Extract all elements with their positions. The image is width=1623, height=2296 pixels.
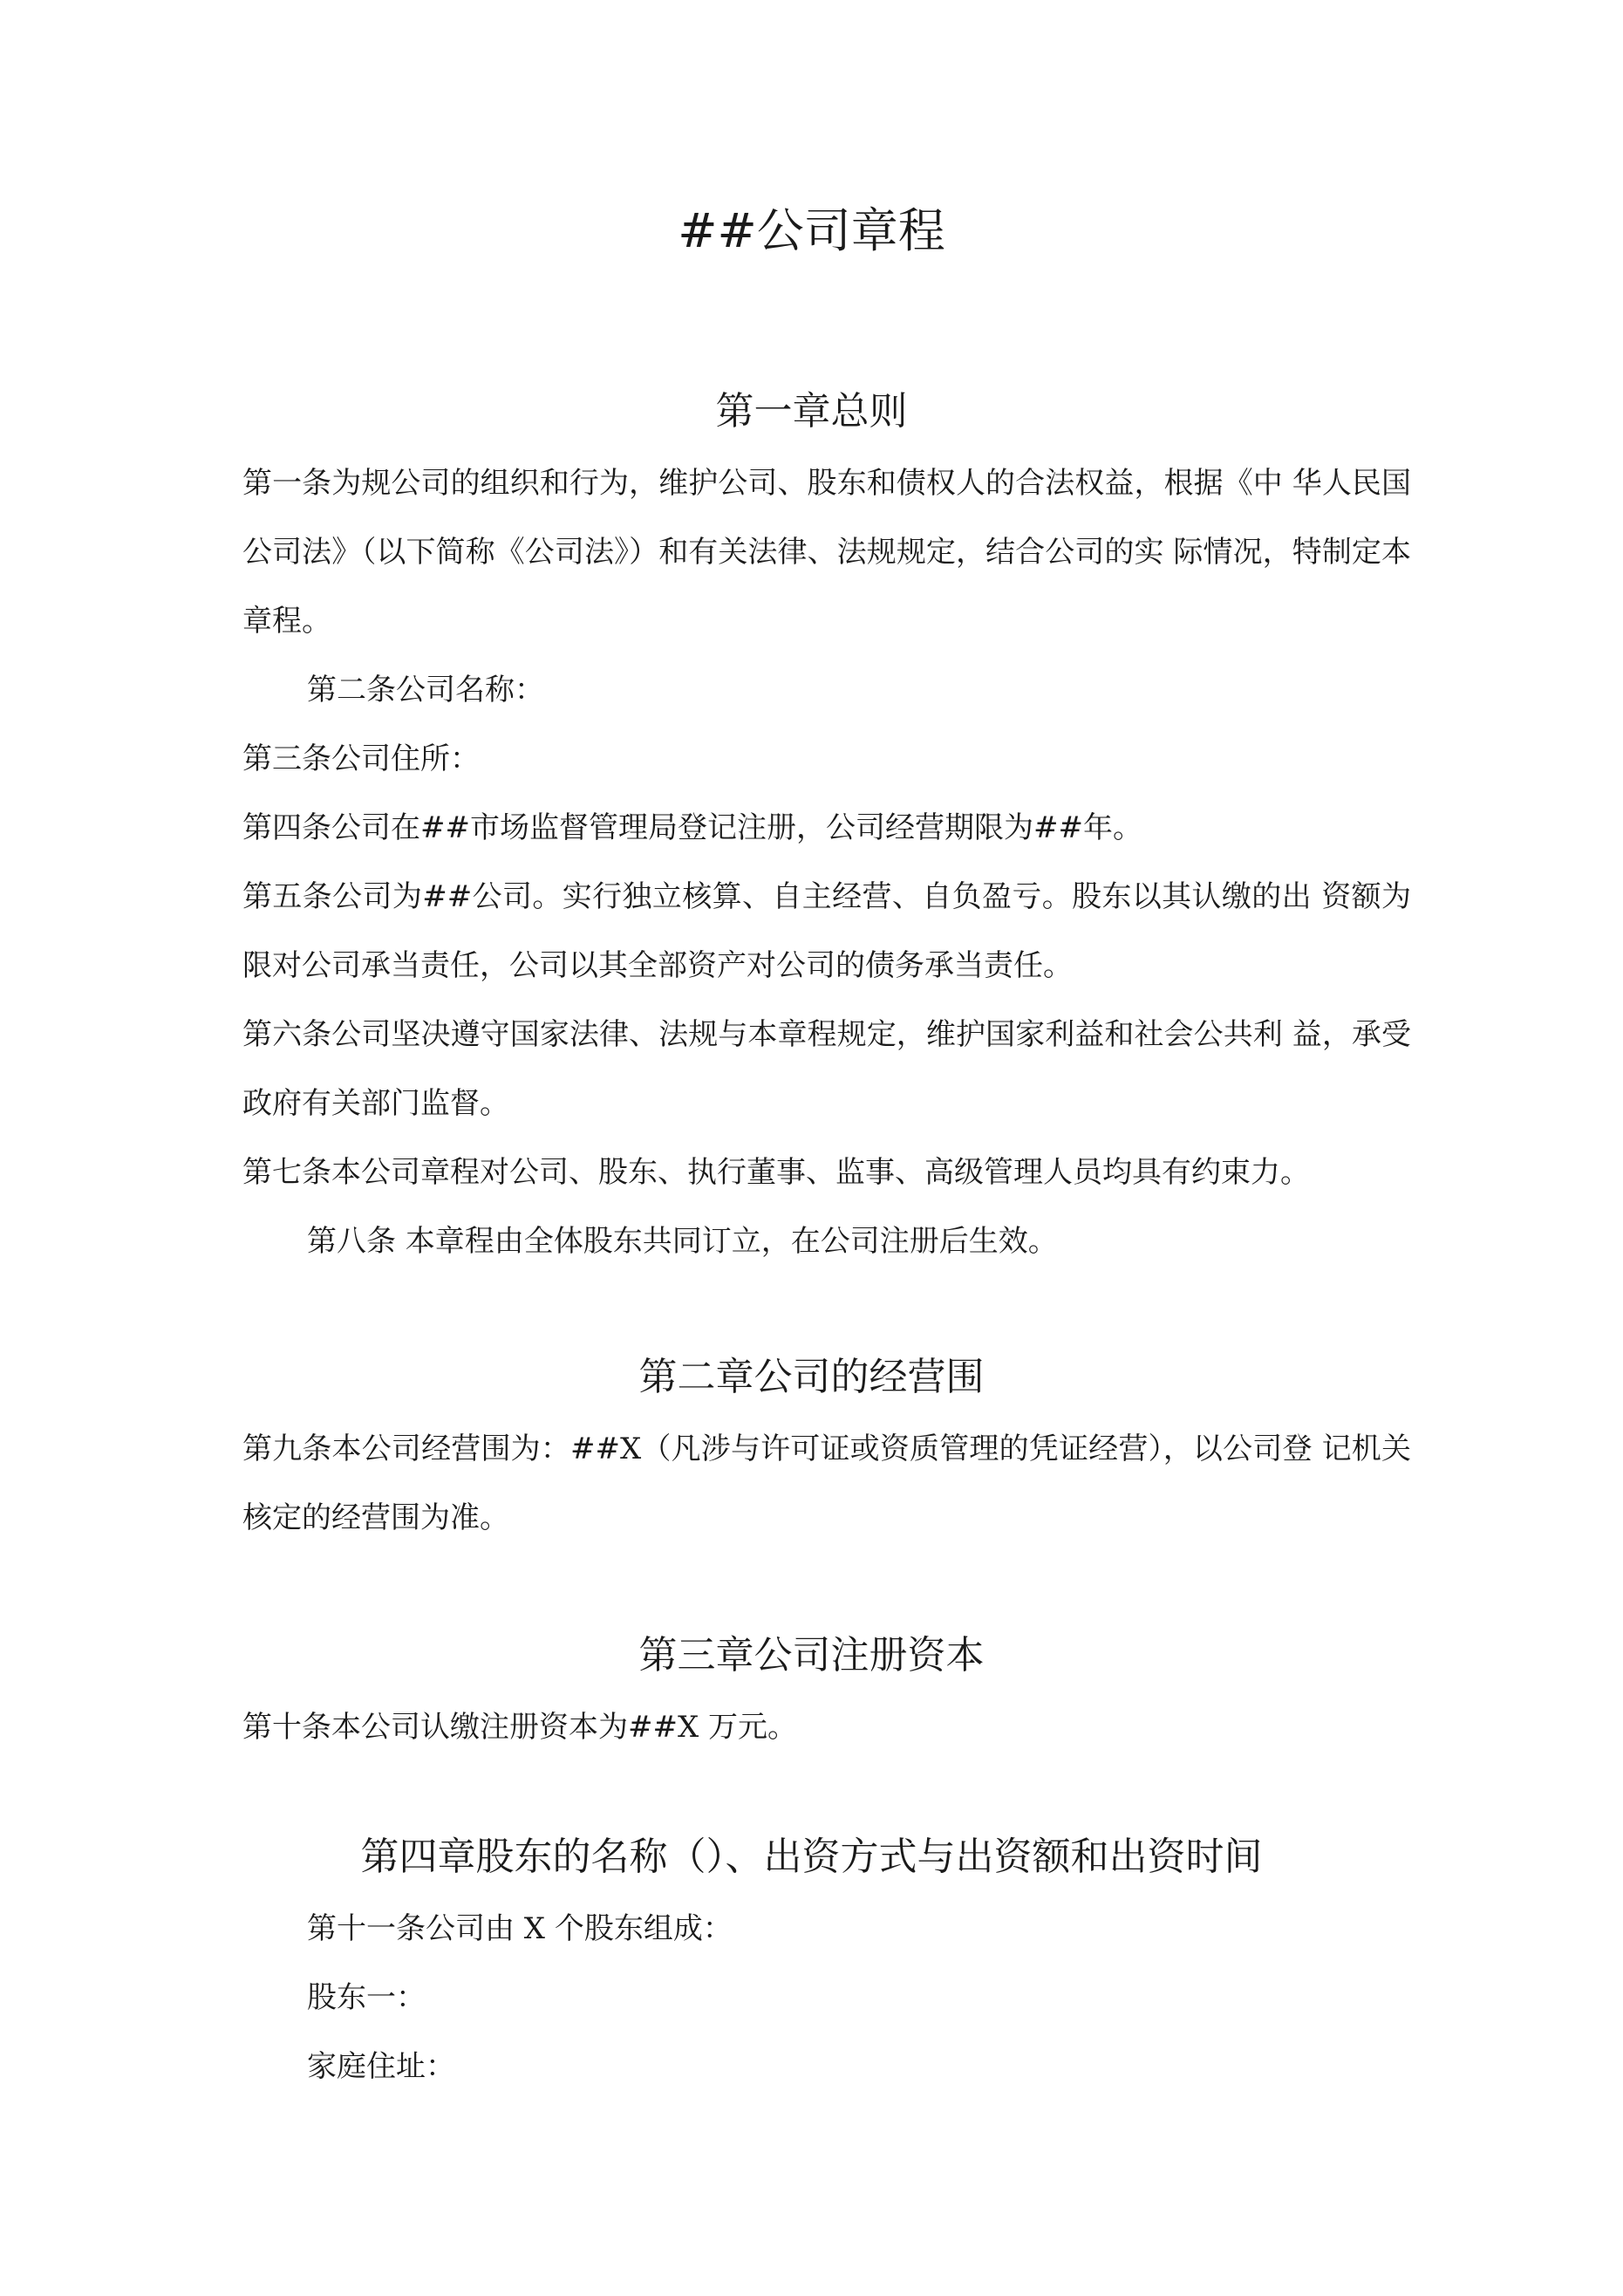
article-9: 第九条本公司经营围为：##X（凡涉与许可证或资质管理的凭证经营），以公司登 记机关核定的经营围为准。 <box>242 1432 1411 1535</box>
chapter-3-title: 第三章公司注册资本 <box>638 1633 985 1678</box>
shareholder-one-label: 股东一： <box>307 1980 426 2015</box>
article-3: 第三条公司住所： <box>242 741 480 776</box>
chapter-2-title: 第二章公司的经营围 <box>638 1355 985 1399</box>
article-1: 第一条为规公司的组织和行为，维护公司、股东和债权人的合法权益，根据《中 华人民国公司法》（以下简称《公司法》）和有关法律、法规规定，结合公司的实 际情况，特制定本章程。 <box>242 466 1411 639</box>
article-8: 第八条 本章程由全体股东共同订立，在公司注册后生效。 <box>307 1224 1058 1259</box>
document-title: ##公司章程 <box>678 203 945 258</box>
chapter-4-title: 第四章股东的名称（）、出资方式与出资额和出资时间 <box>360 1835 1263 1879</box>
article-10: 第十条本公司认缴注册资本为##X 万元。 <box>242 1710 797 1745</box>
article-5: 第五条公司为##公司。实行独立核算、自主经营、自负盈亏。股东以其认缴的出 资额为限对公司承当责任，公司以其全部资产对公司的债务承当责任。 <box>242 879 1411 983</box>
article-6: 第六条公司坚决遵守国家法律、法规与本章程规定，维护国家利益和社会公共利 益，承受政府有关部门监督。 <box>242 1017 1411 1121</box>
article-7: 第七条本公司章程对公司、股东、执行董事、监事、高级管理人员均具有约束力。 <box>242 1155 1310 1190</box>
article-4: 第四条公司在##市场监督管理局登记注册，公司经营期限为##年。 <box>242 810 1142 845</box>
article-11: 第十一条公司由 X 个股东组成： <box>307 1911 733 1946</box>
chapter-1-title: 第一章总则 <box>715 389 908 434</box>
article-2: 第二条公司名称： <box>307 673 544 707</box>
home-address-label: 家庭住址： <box>307 2049 455 2084</box>
